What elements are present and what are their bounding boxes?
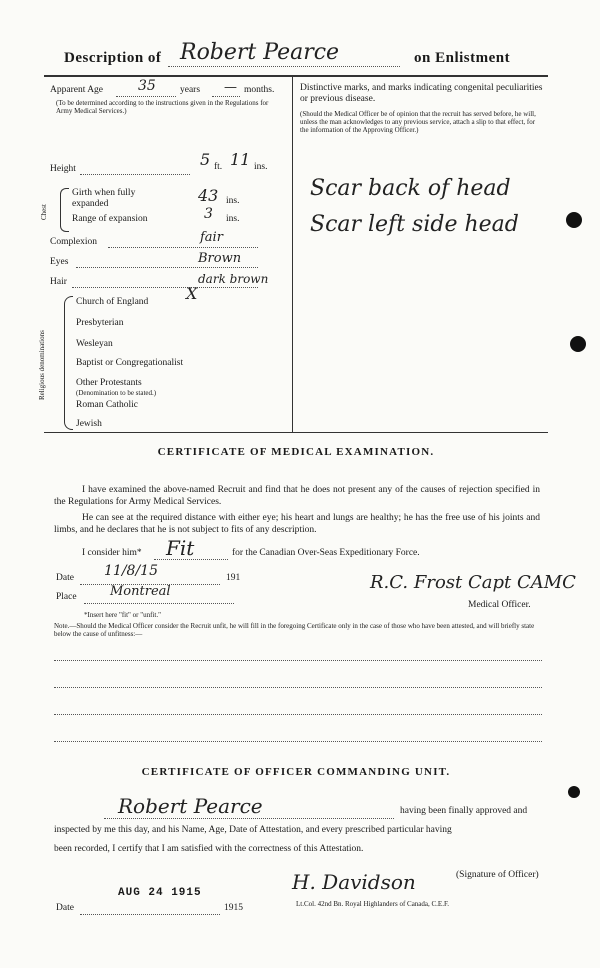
years-label: years — [180, 85, 201, 95]
range-label: Range of expansion — [72, 214, 148, 224]
medical-heading: CERTIFICATE OF MEDICAL EXAMINATION. — [157, 446, 435, 458]
girth-label: Girth when fully expanded — [72, 188, 136, 209]
officer-date-label: Date — [56, 903, 74, 913]
unfit-note: Note.—Should the Medical Officer consider the Recruit unfit, he will fill in the foregoing Certificate only in the case of those who have been attested, and will briefly state below the cause of unfitness:— — [54, 622, 535, 638]
eyes-label: Eyes — [50, 257, 69, 267]
months-label: months. — [244, 85, 275, 95]
range-value: 3 — [204, 206, 213, 222]
ins-label: ins. — [254, 162, 268, 172]
range-ins-label: ins. — [226, 214, 240, 224]
date-label: Date — [56, 573, 74, 583]
religion-group-label: Religious denominations — [38, 330, 46, 400]
ft-label: ft. — [214, 162, 223, 172]
place-label: Place — [56, 592, 77, 602]
girth-value: 43 — [198, 186, 219, 205]
recruit-name-header: Robert Pearce — [180, 40, 340, 65]
height-label: Height — [50, 164, 76, 174]
medical-para-2: He can see at the required distance with either eye; his heart and lungs are healthy; he has the free use of his joints and limbs, and he declares that he is not subject to fits of any description. — [54, 513, 540, 535]
religion-item: Roman Catholic — [76, 400, 139, 410]
medical-para-1: I have examined the above-named Recruit and find that he does not present any of the causes of rejection specified in the Regulations for Army Medical Services. — [54, 485, 540, 507]
officer-text-2: inspected by me this day, and his Name, Age, Date of Attestation, and every prescribed particular having — [54, 825, 452, 835]
distinctive-marks-heading: Distinctive marks, and marks indicating congenital peculiarities or previous disease. — [300, 83, 543, 104]
officer-recruit-name: Robert Pearce — [118, 794, 263, 818]
officer-text-1: having been finally approved and — [400, 806, 528, 816]
complexion-label: Complexion — [50, 237, 97, 247]
hair-value: dark brown — [198, 272, 269, 286]
other-protestants-note: (Denomination to be stated.) — [76, 389, 157, 397]
punch-hole — [568, 786, 580, 798]
unit-line: Lt.Col. 42nd Bn. Royal Highlanders of Canada, C.E.F. — [296, 900, 450, 908]
religion-item: Baptist or Congregationalist — [76, 358, 184, 368]
consider-suffix: for the Canadian Over-Seas Expeditionary Force. — [232, 548, 420, 558]
officer-year-label: 1915 — [224, 903, 243, 913]
height-in-value: 11 — [230, 150, 251, 169]
punch-hole — [566, 212, 582, 228]
religion-item: Wesleyan — [76, 339, 113, 349]
date-value: 11/8/15 — [104, 563, 158, 579]
officer-text-3: been recorded, I certify that I am satisfied with the correctness of this Attestation. — [54, 844, 364, 854]
date-stamp: AUG 24 1915 — [118, 887, 202, 899]
religion-mark: X — [186, 284, 198, 303]
mark-scar-back: Scar back of head — [310, 176, 511, 201]
medical-officer-label: Medical Officer. — [468, 600, 531, 610]
girth-ins-label: ins. — [226, 196, 240, 206]
mark-scar-left: Scar left side head — [310, 212, 519, 237]
distinctive-marks-note: (Should the Medical Officer be of opinion that the recruit has served before, he will, unless the man acknowledges to any previous service, attach a slip to that effect, for the information of the Approving Officer.) — [300, 110, 536, 134]
commanding-officer-signature: H. Davidson — [292, 870, 416, 894]
place-value: Montreal — [110, 584, 171, 599]
apparent-age-label: Apparent Age — [50, 85, 104, 95]
insert-note: *Insert here "fit" or "unfit." — [84, 611, 161, 619]
religion-item: Other Protestants — [76, 378, 142, 388]
year-label: 191 — [226, 573, 241, 583]
consider-prefix: I consider him* — [82, 548, 142, 558]
officer-heading: CERTIFICATE OF OFFICER COMMANDING UNIT. — [141, 766, 451, 778]
months-value: — — [224, 80, 237, 95]
religion-item: Church of England — [76, 297, 149, 307]
punch-hole — [570, 336, 586, 352]
religion-item: Presbyterian — [76, 318, 124, 328]
religion-item: Jewish — [76, 419, 102, 429]
medical-officer-signature: R.C. Frost Capt CAMC — [370, 572, 576, 593]
age-note: (To be determined according to the instructions given in the Regulations for Army Medical Services.) — [56, 99, 269, 115]
officer-signature-label: (Signature of Officer) — [456, 870, 539, 880]
height-ft-value: 5 — [200, 150, 211, 169]
eyes-value: Brown — [198, 251, 242, 266]
fit-value: Fit — [166, 536, 195, 560]
complexion-value: fair — [200, 230, 223, 245]
on-enlistment-label: on Enlistment — [414, 50, 511, 66]
description-of-label: Description of — [64, 50, 162, 66]
hair-label: Hair — [50, 277, 67, 287]
chest-group-label: Chest — [40, 204, 48, 220]
age-value: 35 — [138, 78, 156, 94]
